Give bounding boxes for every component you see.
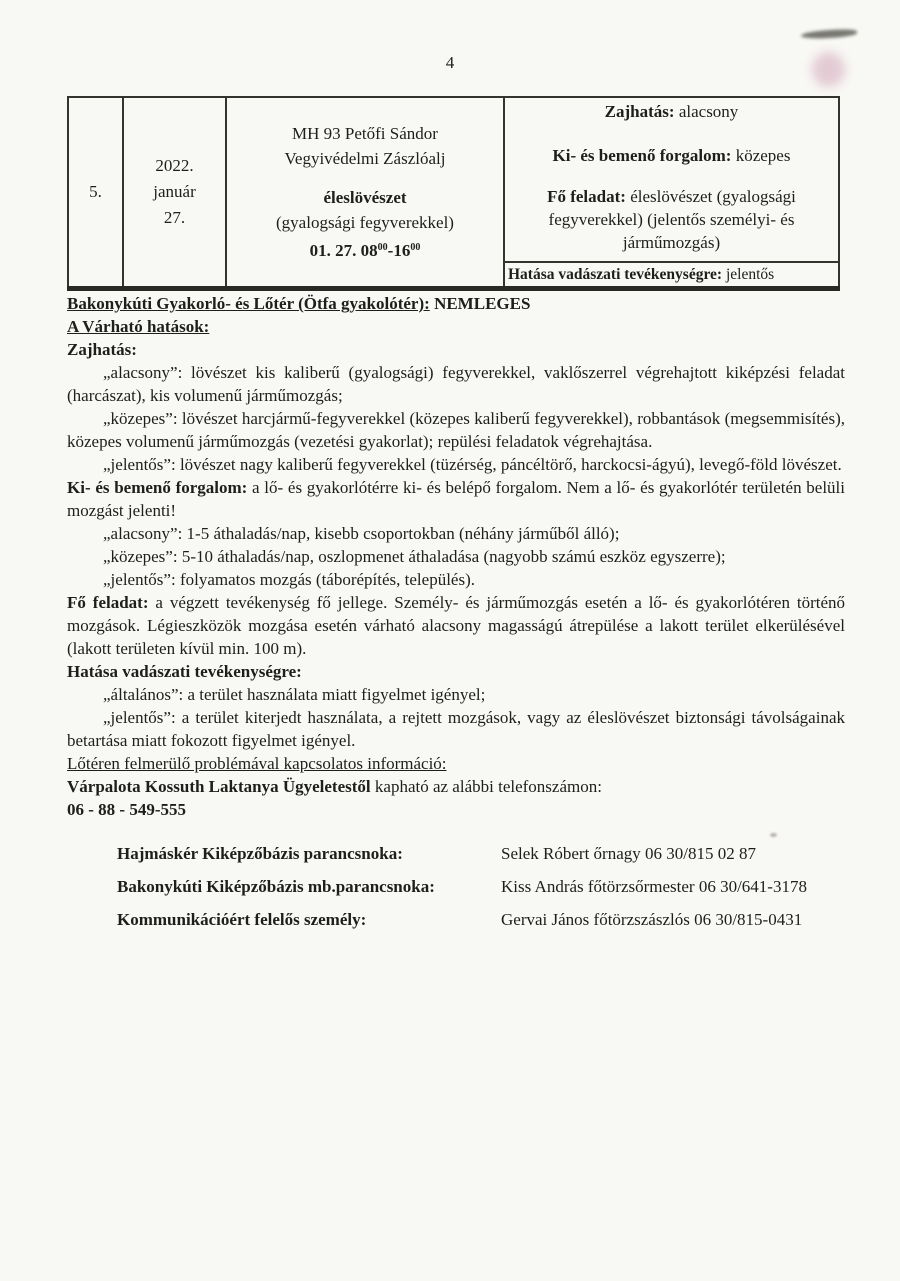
bakonykuti-status-line [67,292,845,315]
traffic-entry [510,145,833,167]
activity-cell [226,97,504,289]
contact-role: Kommunikációért felelős személy: [117,910,367,929]
activity-schedule-table [67,96,840,291]
bakonykuti-label: Bakonykúti Gyakorló- és Lőtér (Ötfa gyakolótér): [67,294,430,313]
impact-summary [505,98,838,261]
unit-name-line: MH 93 Petőfi Sándor [292,124,438,143]
task-label: Fő feladat: [547,187,626,206]
task-entry [510,185,833,254]
phone-number: 06 - 88 - 549-555 [67,800,186,819]
activity-detail: (gyalogsági fegyverekkel) [276,213,454,232]
noise-value: alacsony [674,102,739,121]
duty-contact-line [67,775,845,798]
duty-text: kapható az alábbi telefonszámon: [370,777,602,796]
section-title: A Várható hatások: [67,317,210,336]
info-heading: Lőtéren felmerülő problémával kapcsolatos információ: [67,754,447,773]
contact-name: Kiss András főtörzsőrmester 06 30/641-3178 [501,877,807,896]
scan-smudge-icon [801,29,857,40]
task-lead: Fő feladat: [67,593,149,612]
unit-name-line: Vegyivédelmi Zászlóalj [284,149,446,168]
contact-list [67,842,845,931]
task-text: a végzett tevékenység fő jellege. Személy- és járműmozgás esetén a lő- és gyakorlótéren történő mozgások. Légieszközök mozgása esetén várható alacsony magasságú átrepülése a lakott terület elkerülésével (lakott területen kívül min. 100 m). [67,593,846,658]
noise-entry [510,101,833,123]
task-value: éleslövészet (gyalogsági fegyverekkel) (jelentős személyi- és járműmozgás) [548,187,796,252]
noise-item: „jelentős”: lövészet nagy kaliberű fegyverekkel (tüzérség, páncéltörő, harckocsi-ágyú), levegő-föld lövészet. [103,455,842,474]
schedule-superscript: 00 [410,242,421,253]
contact-name: Selek Róbert őrnagy 06 30/815 02 87 [501,844,756,863]
noise-item: „közepes”: lövészet harcjármű-fegyverekkel (közepes kaliberű fegyverekkel), robbantások (megsemmisítés), közepes volumenű járműmozgás (vezetési gyakorlat); repülési feladatok végrehajtása. [67,409,845,451]
hunting-item: „általános”: a terület használata miatt figyelmet igényel; [103,685,486,704]
page-number: 4 [445,53,455,72]
duty-lead: Várpalota Kossuth Laktanya Ügyeletestől [67,777,371,796]
table-row [68,97,839,289]
hunting-label: Hatása vadászati tevékenységre: [508,266,723,283]
schedule-time: 01. 27. 08 [309,241,378,260]
traffic-item: „jelentős”: folyamatos mozgás (táborépítés, település). [103,570,475,589]
document-body [67,292,845,941]
activity-schedule [227,235,503,263]
bakonykuti-value: NEMLEGES [429,294,531,313]
contact-role: Hajmáskér Kiképzőbázis parancsnoka: [117,844,403,863]
hunting-impact-row [505,261,838,286]
traffic-text: a lő- és gyakorlótérre ki- és belépő forgalom. Nem a lő- és gyakorlótér területén belüli mozgást jelenti! [67,478,845,520]
noise-label: Zajhatás: [604,102,675,121]
date-day: 27. [163,208,186,227]
date-year: 2022. [155,156,194,175]
row-number-cell: 5. [68,97,123,289]
contact-row [67,908,845,931]
noise-heading: Zajhatás: [67,340,137,359]
traffic-item: „közepes”: 5-10 áthaladás/nap, oszlopmenet áthaladása (nagyobb számú eszköz egyszerre); [103,547,726,566]
traffic-paragraph [67,476,845,522]
schedule-time: -16 [387,241,411,260]
traffic-value: közepes [731,146,791,165]
scan-stain-icon [812,52,845,87]
date-cell [123,97,226,289]
hunting-value: jelentős [722,266,775,283]
spacer [227,171,503,185]
traffic-item: „alacsony”: 1-5 áthaladás/nap, kisebb csoportokban (néhány járműből álló); [103,524,620,543]
noise-item: „alacsony”: lövészet kis kaliberű (gyalogsági) fegyverekkel, vaklőszerrel végrehajtott kiképzési feladat (harcászat), kis volumenű járműmozgás; [67,363,845,405]
activity-name: éleslövészet [323,188,407,207]
date-month: január [153,182,196,201]
traffic-label: Ki- és bemenő forgalom: [552,146,732,165]
schedule-superscript: 00 [377,242,388,253]
hunting-heading: Hatása vadászati tevékenységre: [67,662,302,681]
contact-row [67,842,845,865]
impact-cell [504,97,839,289]
task-paragraph [67,591,845,660]
hunting-item: „jelentős”: a terület kiterjedt használata, a rejtett mozgások, vagy az éleslövészet biztonsági távolságainak betartása miatt fokozott figyelmet igényel. [67,708,845,750]
contact-row [67,875,845,898]
contact-name: Gervai János főtörzszászlós 06 30/815-0431 [501,910,803,929]
traffic-lead: Ki- és bemenő forgalom: [67,478,248,497]
contact-role: Bakonykúti Kiképzőbázis mb.parancsnoka: [117,877,435,896]
